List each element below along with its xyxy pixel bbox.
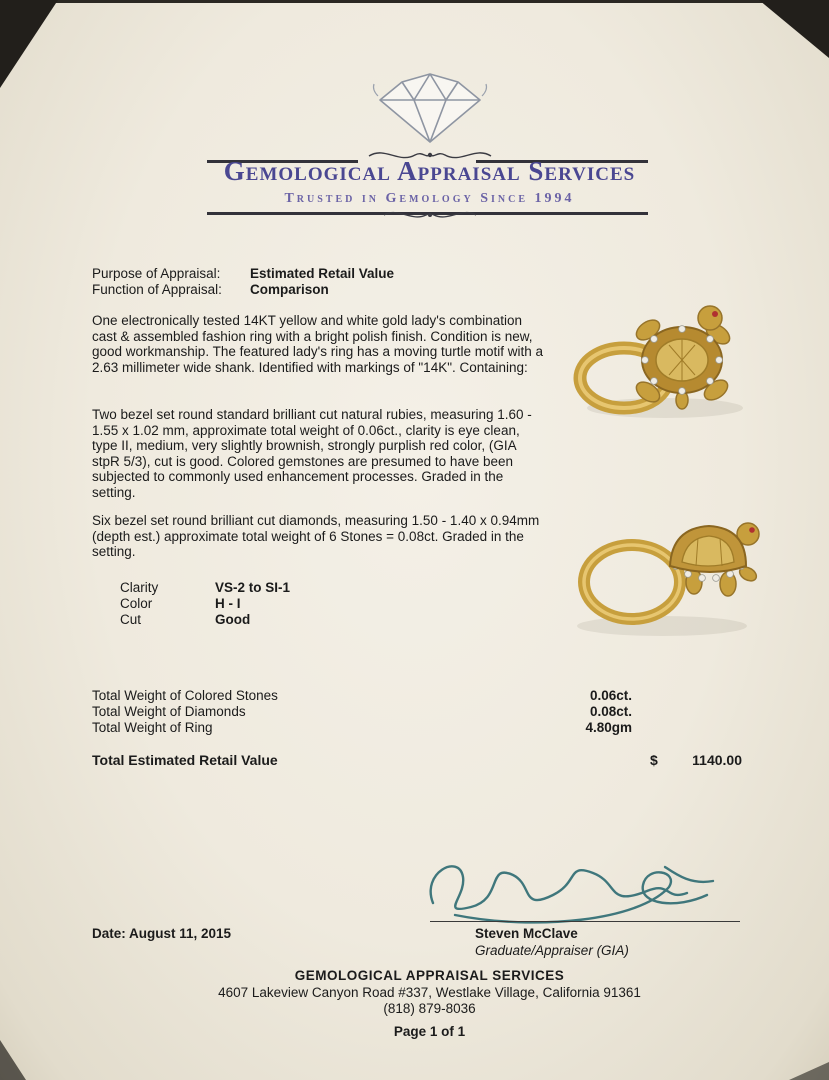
color-value: H - I [215, 596, 241, 611]
page-number: Page 1 of 1 [393, 1024, 466, 1039]
amount-value: 1140.00 [692, 752, 742, 768]
diamonds-weight-label: Total Weight of Diamonds [92, 704, 246, 719]
function-value: Comparison [250, 282, 329, 297]
date-line: Date: August 11, 2015 [92, 926, 232, 941]
purpose-row [92, 266, 394, 282]
colored-stones-value: 0.06ct. [589, 688, 632, 703]
total-retail-label: Total Estimated Retail Value [92, 752, 278, 768]
org-title: Gemological Appraisal Services [223, 156, 636, 186]
clarity-label: Clarity [120, 580, 159, 595]
grading-row-color [120, 596, 241, 612]
totals-row-diamonds [92, 704, 652, 720]
description-paragraph-1: One electronically tested 14KT yellow and white gold lady's combination cast & assembled fashion ring with a bright polish finish. Condition is new, good workmanship. The featured lady's ring has a moving turtle motif with a 2.63 millimeter wide shank. Identified with markings of "14K". Containing: [92, 313, 544, 375]
grading-row-cut [120, 612, 250, 628]
appraiser-name: Steven McClave [475, 926, 578, 941]
footer-org: GEMOLOGICAL APPRAISAL SERVICES [294, 968, 565, 983]
ring-photo-side-view [552, 482, 767, 647]
function-label: Function of Appraisal: [92, 282, 222, 297]
description-paragraph-2: Two bezel set round standard brilliant cut natural rubies, measuring 1.60 - 1.55 x 1.02 mm, approximate total weight of 0.06ct., clarity is eye clean, type II, medium, very slightly brownish, strongly purplish red color, (GIA stpR 5/3), cut is good. Colored gemstones are presumed to have been subjected to commonly used enhancement processes. Graded in the setting. [92, 407, 532, 500]
currency-symbol: $ [650, 752, 658, 768]
purpose-value: Estimated Retail Value [250, 266, 395, 281]
scan-corner-top-right [759, 0, 829, 58]
bottom-ornament [30, 206, 829, 229]
logo-area [30, 66, 829, 151]
signature-icon [415, 845, 730, 925]
clarity-value: VS-2 to SI-1 [215, 580, 291, 595]
turtle-ring-top-view-icon [560, 282, 765, 427]
ring-photo-top-view [560, 282, 765, 432]
scan-corner-bottom-right [789, 1062, 829, 1080]
cut-label: Cut [120, 612, 142, 627]
footer-address: 4607 Lakeview Canyon Road #337, Westlake Village, California 91361 [218, 985, 641, 1000]
signature-scribble [415, 845, 730, 930]
scan-edge-top [0, 0, 829, 3]
function-row [92, 282, 329, 298]
scan-corner-bottom-left [0, 1040, 26, 1080]
footer-phone: (818) 879-8036 [383, 1001, 476, 1016]
totals-row-ring [92, 720, 652, 736]
colored-stones-label: Total Weight of Colored Stones [92, 688, 278, 703]
total-retail-amount [650, 752, 742, 768]
ring-weight-label: Total Weight of Ring [92, 720, 213, 735]
cut-value: Good [215, 612, 251, 627]
org-tagline: Trusted in Gemology Since 1994 [284, 191, 575, 206]
totals-row-colored-stones [92, 688, 652, 704]
signature-line [430, 921, 740, 922]
purpose-label: Purpose of Appraisal: [92, 266, 221, 281]
scroll-ornament-icon [382, 206, 478, 224]
grading-row-clarity [120, 580, 290, 596]
color-label: Color [120, 596, 153, 611]
diamonds-weight-value: 0.08ct. [589, 704, 632, 719]
ring-weight-value: 4.80gm [585, 720, 632, 735]
appraiser-title: Graduate/Appraiser (GIA) [475, 943, 629, 958]
turtle-ring-side-view-icon [552, 482, 767, 642]
diamond-logo-icon [370, 66, 490, 146]
description-paragraph-3: Six bezel set round brilliant cut diamonds, measuring 1.50 - 1.40 x 0.94mm (depth est.) approximate total weight of 6 Stones = 0.08ct. Graded in the setting. [92, 513, 540, 560]
